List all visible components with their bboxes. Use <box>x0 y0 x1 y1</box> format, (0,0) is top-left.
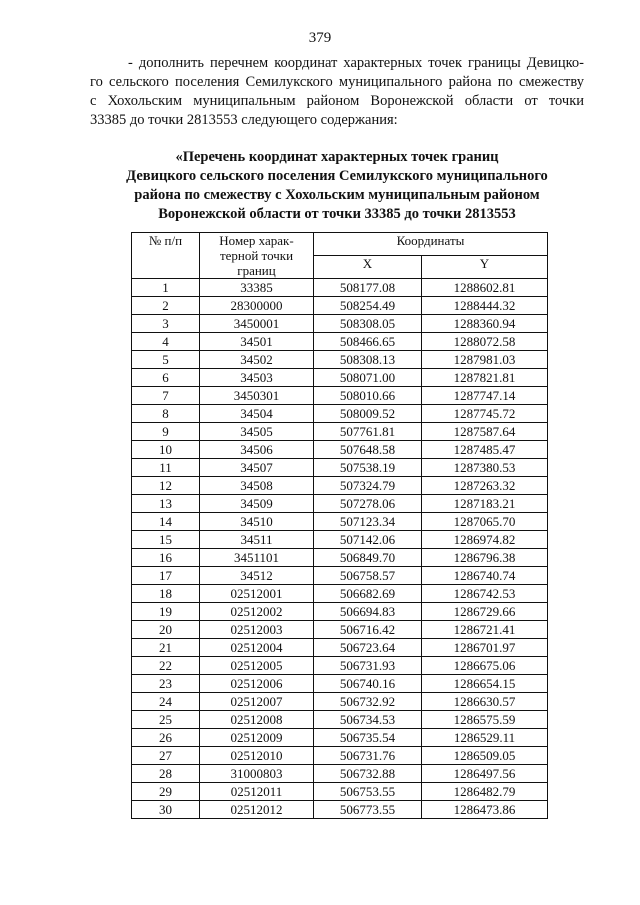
cell-point: 31000803 <box>200 765 314 783</box>
cell-point: 34508 <box>200 477 314 495</box>
cell-y: 1287380.53 <box>422 459 548 477</box>
cell-y: 1286654.15 <box>422 675 548 693</box>
table-header <box>132 233 548 279</box>
cell-y: 1287065.70 <box>422 513 548 531</box>
table-row <box>132 315 548 333</box>
table-title <box>90 148 584 224</box>
cell-point: 02512005 <box>200 657 314 675</box>
cell-point: 02512008 <box>200 711 314 729</box>
table-row <box>132 603 548 621</box>
table-row <box>132 531 548 549</box>
cell-point: 02512011 <box>200 783 314 801</box>
cell-y: 1288072.58 <box>422 333 548 351</box>
cell-num: 12 <box>132 477 200 495</box>
cell-x: 506753.55 <box>314 783 422 801</box>
cell-x: 506694.83 <box>314 603 422 621</box>
intro-paragraph <box>90 54 584 130</box>
cell-point: 34503 <box>200 369 314 387</box>
cell-y: 1286701.97 <box>422 639 548 657</box>
title-line: района по смежеству с Хохольским муниципальным районом <box>134 187 540 203</box>
cell-point: 02512007 <box>200 693 314 711</box>
cell-x: 508254.49 <box>314 297 422 315</box>
cell-num: 11 <box>132 459 200 477</box>
cell-x: 507123.34 <box>314 513 422 531</box>
table-row <box>132 765 548 783</box>
title-line: «Перечень координат характерных точек границ <box>175 149 499 165</box>
cell-y: 1287263.32 <box>422 477 548 495</box>
cell-x: 507648.58 <box>314 441 422 459</box>
cell-point: 34509 <box>200 495 314 513</box>
table-row <box>132 495 548 513</box>
table-row <box>132 729 548 747</box>
cell-x: 508009.52 <box>314 405 422 423</box>
cell-num: 5 <box>132 351 200 369</box>
cell-y: 1287747.14 <box>422 387 548 405</box>
cell-x: 506732.88 <box>314 765 422 783</box>
table-row <box>132 405 548 423</box>
cell-y: 1287485.47 <box>422 441 548 459</box>
header-x: X <box>314 256 422 279</box>
cell-y: 1286729.66 <box>422 603 548 621</box>
cell-x: 506723.64 <box>314 639 422 657</box>
cell-point: 02512002 <box>200 603 314 621</box>
cell-x: 506732.92 <box>314 693 422 711</box>
cell-y: 1286796.38 <box>422 549 548 567</box>
header-num: № п/п <box>132 233 200 279</box>
cell-num: 15 <box>132 531 200 549</box>
cell-num: 23 <box>132 675 200 693</box>
cell-num: 30 <box>132 801 200 819</box>
cell-point: 02512012 <box>200 801 314 819</box>
cell-num: 27 <box>132 747 200 765</box>
cell-point: 33385 <box>200 279 314 297</box>
table-row <box>132 639 548 657</box>
cell-num: 13 <box>132 495 200 513</box>
intro-line: 33385 до точки 2813553 следующего содержания: <box>90 112 398 128</box>
cell-num: 3 <box>132 315 200 333</box>
cell-point: 02512010 <box>200 747 314 765</box>
cell-point: 34506 <box>200 441 314 459</box>
cell-x: 506731.93 <box>314 657 422 675</box>
table-row <box>132 657 548 675</box>
cell-x: 507324.79 <box>314 477 422 495</box>
table-row <box>132 513 548 531</box>
cell-num: 8 <box>132 405 200 423</box>
cell-point: 34510 <box>200 513 314 531</box>
table-row <box>132 297 548 315</box>
table-row <box>132 567 548 585</box>
cell-y: 1287821.81 <box>422 369 548 387</box>
cell-y: 1286974.82 <box>422 531 548 549</box>
table-row <box>132 747 548 765</box>
table-row <box>132 801 548 819</box>
cell-y: 1286509.05 <box>422 747 548 765</box>
table-row <box>132 333 548 351</box>
cell-num: 26 <box>132 729 200 747</box>
cell-x: 508010.66 <box>314 387 422 405</box>
table-row <box>132 621 548 639</box>
header-point-line: границ <box>237 263 276 278</box>
cell-num: 29 <box>132 783 200 801</box>
cell-y: 1286742.53 <box>422 585 548 603</box>
cell-point: 28300000 <box>200 297 314 315</box>
cell-y: 1288602.81 <box>422 279 548 297</box>
cell-y: 1288360.94 <box>422 315 548 333</box>
intro-line: - дополнить перечнем координат характерных точек границы Девицко- <box>128 55 584 71</box>
header-point-line: терной точки <box>219 248 294 263</box>
cell-num: 25 <box>132 711 200 729</box>
cell-x: 506740.16 <box>314 675 422 693</box>
cell-num: 10 <box>132 441 200 459</box>
cell-x: 507278.06 <box>314 495 422 513</box>
cell-num: 22 <box>132 657 200 675</box>
table-row <box>132 279 548 297</box>
page-number: 379 <box>308 30 332 46</box>
cell-y: 1286497.56 <box>422 765 548 783</box>
cell-point: 3450301 <box>200 387 314 405</box>
cell-num: 24 <box>132 693 200 711</box>
header-coordinates: Координаты <box>314 233 548 256</box>
table-row <box>132 711 548 729</box>
cell-point: 34501 <box>200 333 314 351</box>
cell-y: 1286473.86 <box>422 801 548 819</box>
cell-y: 1288444.32 <box>422 297 548 315</box>
cell-point: 34512 <box>200 567 314 585</box>
table-row <box>132 441 548 459</box>
cell-num: 2 <box>132 297 200 315</box>
cell-num: 16 <box>132 549 200 567</box>
cell-x: 507538.19 <box>314 459 422 477</box>
intro-line: го сельского поселения Семилукского муниципального района по смежеству <box>90 74 584 90</box>
cell-x: 507142.06 <box>314 531 422 549</box>
cell-x: 506773.55 <box>314 801 422 819</box>
cell-num: 28 <box>132 765 200 783</box>
intro-line: с Хохольским муниципальным районом Воронежской области от точки <box>90 93 584 109</box>
header-point-line: Номер харак- <box>219 233 294 248</box>
cell-point: 34504 <box>200 405 314 423</box>
table-row <box>132 675 548 693</box>
cell-num: 21 <box>132 639 200 657</box>
cell-x: 506849.70 <box>314 549 422 567</box>
title-line: Воронежской области от точки 33385 до точки 2813553 <box>158 206 516 222</box>
cell-point: 34507 <box>200 459 314 477</box>
table-row <box>132 459 548 477</box>
table-row <box>132 693 548 711</box>
cell-x: 506731.76 <box>314 747 422 765</box>
cell-y: 1287587.64 <box>422 423 548 441</box>
cell-x: 506682.69 <box>314 585 422 603</box>
cell-point: 02512004 <box>200 639 314 657</box>
cell-x: 506758.57 <box>314 567 422 585</box>
cell-y: 1286740.74 <box>422 567 548 585</box>
table-row <box>132 351 548 369</box>
cell-y: 1287745.72 <box>422 405 548 423</box>
cell-x: 508308.05 <box>314 315 422 333</box>
cell-num: 17 <box>132 567 200 585</box>
cell-num: 1 <box>132 279 200 297</box>
cell-y: 1286630.57 <box>422 693 548 711</box>
header-y: Y <box>422 256 548 279</box>
cell-x: 506716.42 <box>314 621 422 639</box>
cell-y: 1286482.79 <box>422 783 548 801</box>
table-row <box>132 369 548 387</box>
cell-x: 506734.53 <box>314 711 422 729</box>
coordinates-table <box>131 232 548 819</box>
cell-point: 34511 <box>200 531 314 549</box>
table-row <box>132 783 548 801</box>
cell-point: 3451101 <box>200 549 314 567</box>
header-point-number <box>200 233 314 279</box>
cell-num: 14 <box>132 513 200 531</box>
cell-x: 507761.81 <box>314 423 422 441</box>
cell-num: 9 <box>132 423 200 441</box>
cell-y: 1286575.59 <box>422 711 548 729</box>
cell-x: 508466.65 <box>314 333 422 351</box>
cell-point: 3450001 <box>200 315 314 333</box>
cell-point: 34505 <box>200 423 314 441</box>
cell-num: 19 <box>132 603 200 621</box>
cell-x: 508071.00 <box>314 369 422 387</box>
table-row <box>132 549 548 567</box>
cell-num: 7 <box>132 387 200 405</box>
cell-x: 508177.08 <box>314 279 422 297</box>
cell-num: 20 <box>132 621 200 639</box>
cell-y: 1286721.41 <box>422 621 548 639</box>
table-row <box>132 585 548 603</box>
cell-point: 02512009 <box>200 729 314 747</box>
cell-point: 34502 <box>200 351 314 369</box>
cell-y: 1286675.06 <box>422 657 548 675</box>
cell-point: 02512003 <box>200 621 314 639</box>
cell-y: 1287183.21 <box>422 495 548 513</box>
cell-point: 02512001 <box>200 585 314 603</box>
cell-x: 508308.13 <box>314 351 422 369</box>
table-body <box>132 279 548 819</box>
table-row <box>132 423 548 441</box>
cell-y: 1286529.11 <box>422 729 548 747</box>
cell-num: 4 <box>132 333 200 351</box>
table-row <box>132 387 548 405</box>
title-line: Девицкого сельского поселения Семилукского муниципального <box>126 168 548 184</box>
cell-y: 1287981.03 <box>422 351 548 369</box>
cell-x: 506735.54 <box>314 729 422 747</box>
cell-point: 02512006 <box>200 675 314 693</box>
table-row <box>132 477 548 495</box>
cell-num: 6 <box>132 369 200 387</box>
cell-num: 18 <box>132 585 200 603</box>
